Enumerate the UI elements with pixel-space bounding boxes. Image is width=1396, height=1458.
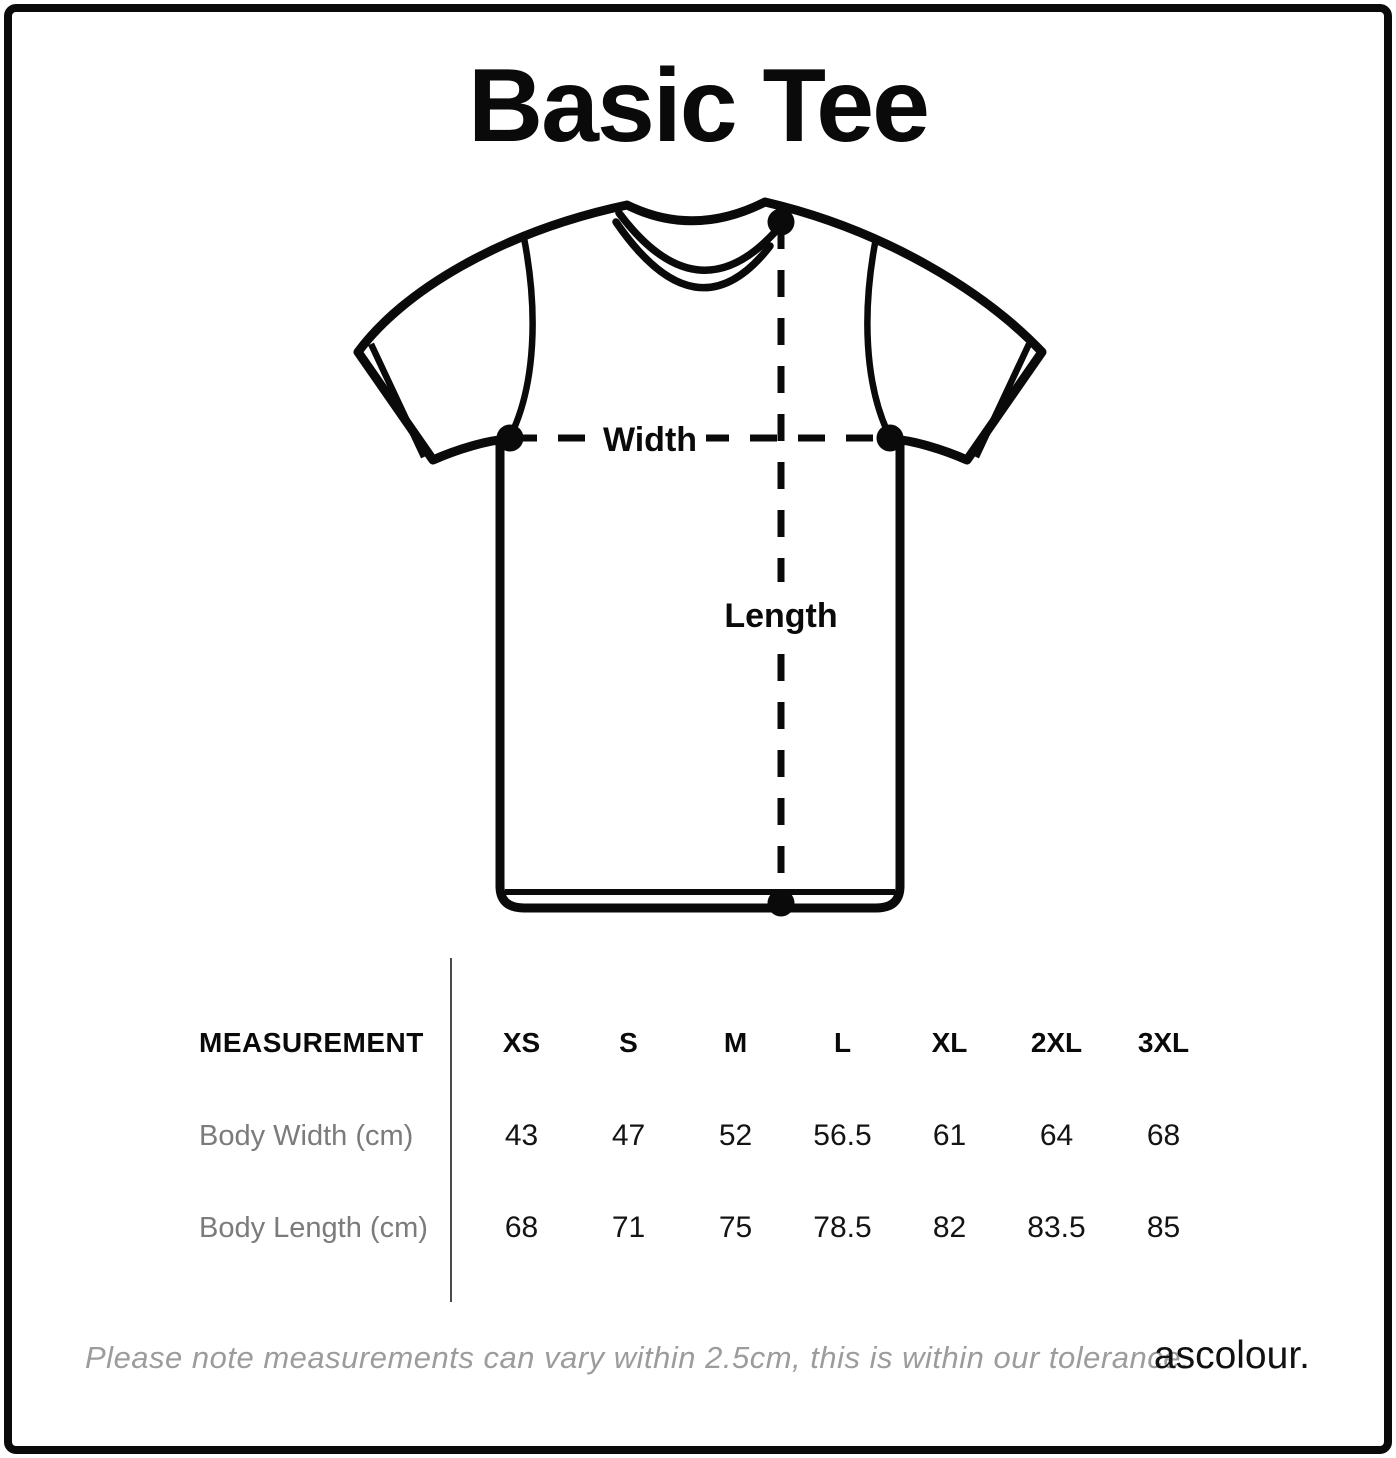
body-width-3xl: 68 (1146, 1119, 1181, 1152)
size-header-s: S (619, 1027, 638, 1058)
body-length-label: Body Length (cm) (199, 1211, 428, 1244)
hem-point-dot (768, 890, 795, 917)
size-header-2xl: 2XL (1030, 1027, 1083, 1058)
body-width-l: 56.5 (813, 1119, 872, 1152)
body-length-xs: 68 (504, 1211, 539, 1244)
size-header-xs: XS (502, 1027, 541, 1058)
body-width-s: 47 (611, 1119, 646, 1152)
length-label: Length (724, 597, 838, 635)
width-label: Width (602, 421, 698, 459)
body-length-s: 71 (611, 1211, 646, 1244)
body-width-xs: 43 (504, 1119, 539, 1152)
left-underarm-dot (497, 425, 524, 452)
body-length-xl: 82 (932, 1211, 967, 1244)
page-title: Basic Tee (468, 48, 928, 164)
tshirt-outline (358, 202, 1042, 908)
brand-logo: ascolour. (1153, 1334, 1310, 1377)
size-header-m: M (723, 1027, 748, 1058)
tshirt-diagram (340, 180, 1060, 940)
body-length-3xl: 85 (1146, 1211, 1181, 1244)
body-length-row (199, 1210, 1245, 1246)
size-header-3xl: 3XL (1137, 1027, 1190, 1058)
body-width-row (199, 1118, 1245, 1154)
body-width-2xl: 64 (1039, 1119, 1074, 1152)
body-length-m: 75 (718, 1211, 753, 1244)
right-underarm-dot (877, 425, 904, 452)
body-width-m: 52 (718, 1119, 753, 1152)
body-length-l: 78.5 (813, 1211, 872, 1244)
body-width-xl: 61 (932, 1119, 967, 1152)
table-header-row (199, 1025, 1245, 1061)
body-length-2xl: 83.5 (1027, 1211, 1086, 1244)
tolerance-note: Please note measurements can vary within 2.5cm, this is within our tolerance. (85, 1340, 1191, 1375)
neck-point-dot (768, 209, 795, 236)
measurement-header: MEASUREMENT (199, 1027, 424, 1058)
size-header-xl: XL (931, 1027, 968, 1058)
size-header-l: L (833, 1027, 852, 1058)
body-width-label: Body Width (cm) (199, 1119, 414, 1152)
